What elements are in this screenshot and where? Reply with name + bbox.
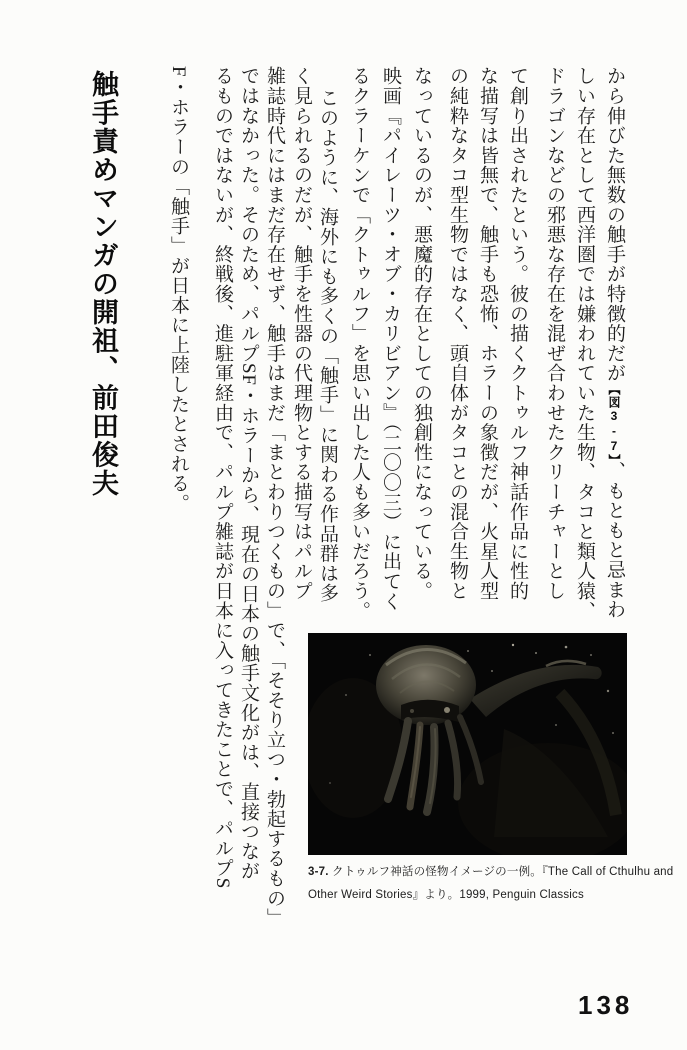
figure-reference: 【図3-7】: [607, 382, 621, 461]
text-column: このように、海外にも多くの「触手」に関わる作品群は多: [317, 88, 338, 603]
text-column: 雑誌時代にはまだ存在せず、触手はまだ「まとわりつくもの」で、「そそり立つ・勃起するもの」: [264, 66, 285, 928]
cthulhu-monster-image: [308, 633, 627, 855]
text-run: 、もともと忌まわ: [604, 460, 625, 620]
text-column: るものではないが、終戦後、進駐軍経由で、パルプ雑誌が日本に入ってきたことで、パルプS: [212, 66, 233, 890]
text-column: ドラゴンなどの邪悪な存在を混ぜ合わせたクリーチャーとし: [544, 66, 565, 601]
text-column: [602, 66, 626, 619]
figure-caption-line1: [308, 861, 674, 884]
cthulhu-figure: [308, 633, 627, 855]
figure-caption-text: クトゥルフ神話の怪物イメージの一例。『The Call of Cthulhu and: [328, 866, 674, 878]
text-column: の純粋なタコ型生物ではなく、頭自体がタコとの混合生物と: [447, 66, 468, 601]
text-column: く見られるのだが、触手を性器の代理物とする描写はパルプ: [291, 66, 312, 601]
text-column: るクラーケンで「クトゥルフ」を思い出した人も多いだろう。: [349, 66, 370, 621]
text-column: な描写は皆無で、触手も恐怖、ホラーの象徴だが、火星人型: [477, 66, 498, 601]
figure-caption-line2: Other Weird Stories』より。1999, Penguin Classics: [308, 889, 584, 901]
text-column: て創り出されたという。彼の描くクトゥルフ神話作品に性的: [507, 66, 528, 601]
text-column: なっているのが、悪魔的存在としての独創性になっている。: [411, 66, 432, 601]
figure-caption-label: 3-7.: [308, 866, 329, 878]
section-heading: 触手責めマンガの開祖、前田俊夫: [88, 70, 118, 498]
text-column: F・ホラーの「触手」が日本に上陸したとされる。: [168, 66, 189, 513]
page-number: 138: [578, 990, 634, 1020]
text-run: から伸びた無数の触手が特徴的だが: [604, 66, 625, 383]
text-column: ではなかった。そのため、パルプSF・ホラーから、現在の日本の触手文化がは、直接つなが: [238, 66, 259, 881]
text-column: しい存在として西洋圏では嫌われていた生物、タコと類人猿、: [574, 66, 595, 621]
text-column: 映画『パイレーツ・オブ・カリビアン』（二〇〇三）に出てく: [380, 66, 401, 611]
figure-caption: [308, 861, 674, 907]
